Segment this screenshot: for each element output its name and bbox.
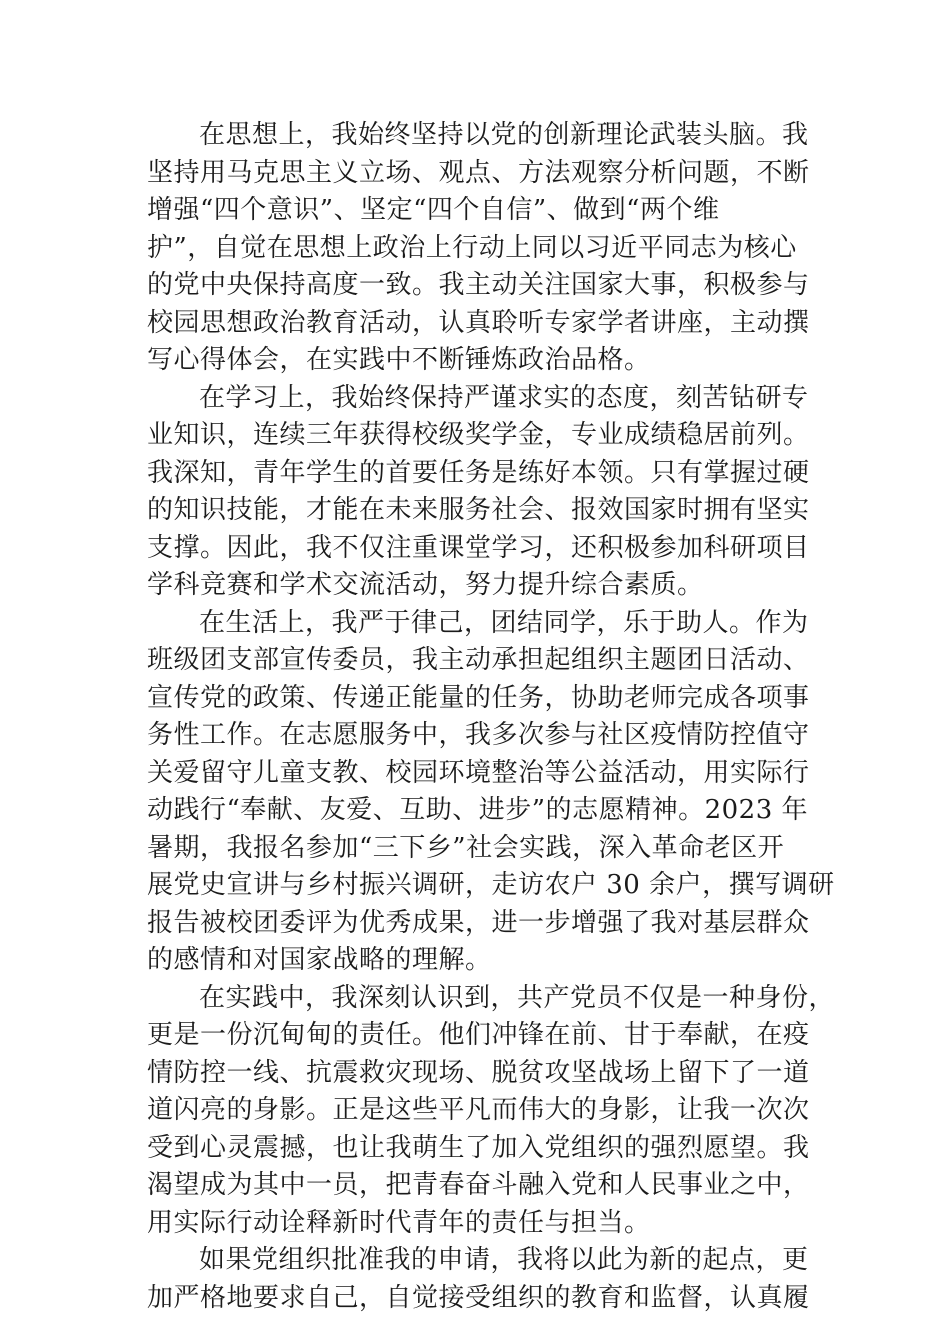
text-line: 宣传党的政策、传递正能量的任务，协助老师完成各项事 [147, 682, 810, 713]
paragraph-commitment [147, 1242, 810, 1317]
text-line: 用实际行动诠释新时代青年的责任与担当。 [147, 1207, 651, 1238]
text-line: 情防控一线、抗震救灾现场、脱贫攻坚战场上留下了一道 [147, 1057, 810, 1088]
text-line: 写心得体会，在实践中不断锤炼政治品格。 [147, 345, 651, 375]
text-line: 的感情和对国家战略的理解。 [147, 945, 492, 975]
text-line: 道闪亮的身影。正是这些平凡而伟大的身影，让我一次次 [147, 1095, 810, 1125]
document-body [147, 117, 836, 1317]
text-line: 增强“四个意识”、坚定“四个自信”、做到“两个维 [147, 195, 720, 225]
text-line: 在思想上，我始终坚持以党的创新理论武装头脑。我 [199, 120, 809, 150]
paragraph-study [147, 380, 810, 605]
text-line: 展党史宣讲与乡村振兴调研，走访农户 30 余户，撰写调研 [147, 870, 835, 900]
text-line: 我深知，青年学生的首要任务是练好本领。只有掌握过硬 [147, 457, 810, 488]
text-line: 受到心灵震撼，也让我萌生了加入党组织的强烈愿望。我 [147, 1132, 810, 1163]
text-line: 的知识技能，才能在未来服务社会、报效国家时拥有坚实 [147, 495, 810, 525]
text-line: 坚持用马克思主义立场、观点、方法观察分析问题，不断 [147, 157, 810, 188]
paragraph-life [147, 605, 835, 980]
text-line: 关爱留守儿童支教、校园环境整治等公益活动，用实际行 [147, 757, 810, 788]
text-line: 务性工作。在志愿服务中，我多次参与社区疫情防控值守 [147, 720, 810, 750]
text-line: 动践行“奉献、友爱、互助、进步”的志愿精神。2023 年 [147, 795, 809, 825]
text-line: 报告被校团委评为优秀成果，进一步增强了我对基层群众 [147, 907, 810, 938]
paragraph-practice [147, 980, 836, 1243]
text-line: 班级团支部宣传委员，我主动承担起组织主题团日活动、 [147, 645, 810, 675]
text-line: 业知识，连续三年获得校级奖学金，专业成绩稳居前列。 [147, 420, 810, 450]
text-line: 支撑。因此，我不仅注重课堂学习，还积极参加科研项目 [147, 532, 810, 563]
text-line: 如果党组织批准我的申请，我将以此为新的起点，更 [199, 1245, 809, 1275]
text-line: 更是一份沉甸甸的责任。他们冲锋在前、甘于奉献，在疫 [147, 1020, 810, 1050]
paragraph-thought [147, 117, 810, 380]
text-line: 在生活上，我严于律己，团结同学，乐于助人。作为 [199, 607, 809, 638]
text-line: 的党中央保持高度一致。我主动关注国家大事，积极参与 [147, 270, 810, 300]
text-line: 渴望成为其中一员，把青春奋斗融入党和人民事业之中， [147, 1170, 810, 1200]
text-line: 校园思想政治教育活动，认真聆听专家学者讲座，主动撰 [147, 307, 810, 338]
text-line: 护”，自觉在思想上政治上行动上同以习近平同志为核心 [147, 232, 797, 263]
text-line: 在学习上，我始终保持严谨求实的态度，刻苦钻研专 [199, 382, 809, 413]
text-line: 学科竞赛和学术交流活动，努力提升综合素质。 [147, 570, 704, 600]
text-line: 在实践中，我深刻认识到，共产党员不仅是一种身份， [199, 982, 836, 1013]
text-line: 暑期，我报名参加“三下乡”社会实践，深入革命老区开 [147, 832, 785, 863]
text-line: 加严格地要求自己，自觉接受组织的教育和监督，认真履 [147, 1282, 810, 1313]
